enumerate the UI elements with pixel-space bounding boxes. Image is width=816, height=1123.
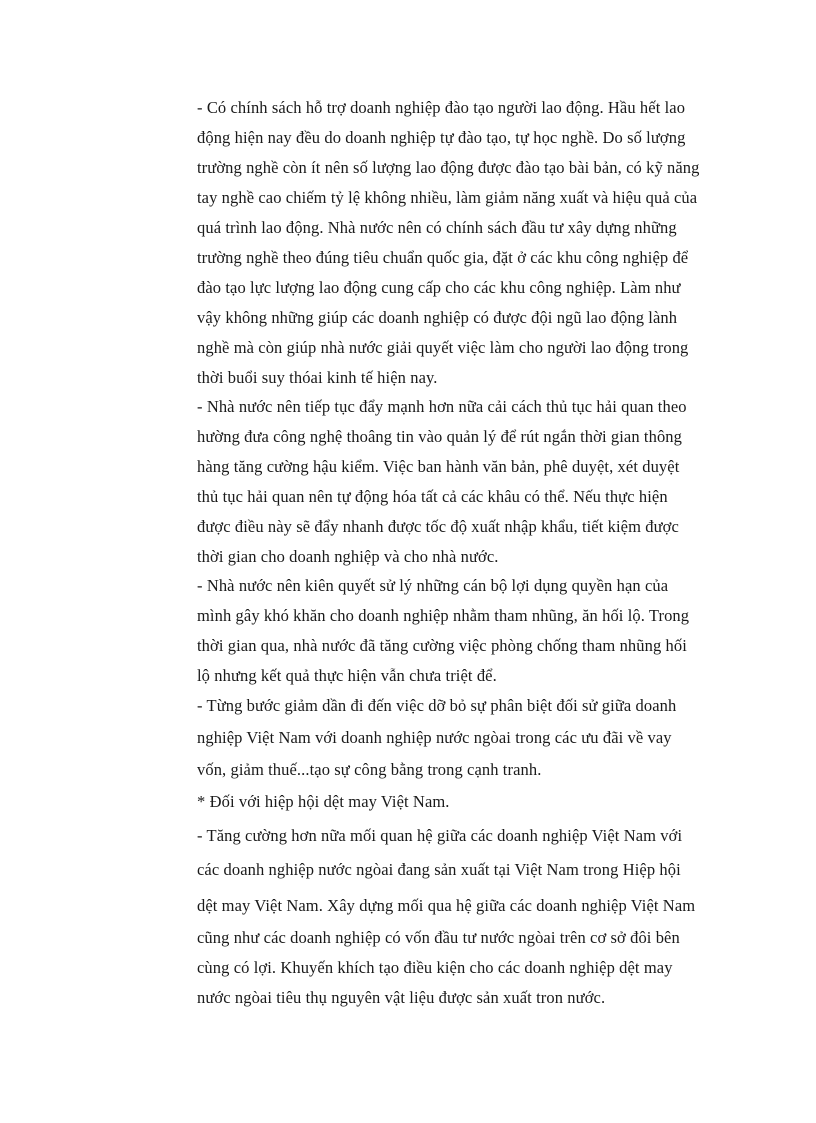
text-line: thời gian qua, nhà nước đã tăng cường việc phòng chống tham nhũng hối	[197, 636, 687, 655]
text-line: - Từng bước giảm dần đi đến việc dỡ bỏ sự phân biệt đối sử giữa doanh	[197, 696, 677, 715]
text-line: được điều này sẽ đẩy nhanh được tốc độ xuất nhập khẩu, tiết kiệm được	[197, 517, 679, 536]
text-line: vậy không những giúp các doanh nghiệp có được đội ngũ lao động lành	[197, 308, 678, 327]
text-line: dệt may Việt Nam. Xây dựng mối qua hệ giữa các doanh nghiệp Việt Nam	[197, 896, 696, 915]
section-heading: * Đối với hiệp hội dệt may Việt Nam.	[197, 792, 450, 811]
text-line: cũng như các doanh nghiệp có vốn đầu tư nước ngòai trên cơ sở đôi bên	[197, 928, 680, 947]
text-line: quá trình lao động. Nhà nước nên có chính sách đầu tư xây dựng những	[197, 218, 677, 237]
text-line: vốn, giảm thuế...tạo sự công bằng trong cạnh tranh.	[197, 760, 542, 779]
text-line: tay nghề cao chiếm tỷ lệ không nhiều, làm giảm năng xuất và hiệu quả của	[197, 188, 698, 207]
text-line: nghiệp Việt Nam với doanh nghiệp nước ngòai trong các ưu đãi về vay	[197, 728, 672, 747]
text-line: hường đưa công nghệ thoâng tin vào quản lý để rút ngắn thời gian thông	[197, 427, 682, 446]
text-line: đào tạo lực lượng lao động cung cấp cho các khu công nghiệp. Làm như	[197, 278, 681, 297]
text-line: động hiện nay đều do doanh nghiệp tự đào tạo, tự học nghề. Do số lượng	[197, 128, 686, 147]
text-line: nước ngòai tiêu thụ nguyên vật liệu được sản xuất tron nước.	[197, 988, 606, 1007]
text-line: - Có chính sách hỗ trợ doanh nghiệp đào tạo người lao động. Hầu hết lao	[197, 98, 686, 117]
text-line: mình gây khó khăn cho doanh nghiệp nhằm tham nhũng, ăn hối lộ. Trong	[197, 606, 690, 625]
text-line: trường nghề còn ít nên số lượng lao động được đào tạo bài bản, có kỹ năng	[197, 158, 700, 177]
text-line: nghề mà còn giúp nhà nước giải quyết việc làm cho người lao động trong	[197, 338, 689, 357]
text-line: hàng tăng cường hậu kiểm. Việc ban hành văn bản, phê duyệt, xét duyệt	[197, 457, 680, 476]
text-line: lộ nhưng kết quả thực hiện vẫn chưa triệt để.	[197, 666, 497, 685]
text-line: - Nhà nước nên kiên quyết sử lý những cán bộ lợi dụng quyền hạn của	[197, 576, 669, 595]
text-line: cùng có lợi. Khuyến khích tạo điều kiện cho các doanh nghiệp dệt may	[197, 958, 673, 977]
text-line: các doanh nghiệp nước ngòai đang sản xuất tại Việt Nam trong Hiệp hội	[197, 860, 681, 879]
text-line: thời buổi suy thóai kinh tế hiện nay.	[197, 368, 438, 387]
text-line: - Nhà nước nên tiếp tục đẩy mạnh hơn nữa cải cách thủ tục hải quan theo	[197, 397, 687, 416]
text-line: thủ tục hải quan nên tự động hóa tất cả các khâu có thể. Nếu thực hiện	[197, 487, 668, 506]
text-line: - Tăng cường hơn nữa mối quan hệ giữa các doanh nghiệp Việt Nam với	[197, 826, 683, 845]
text-line: thời gian cho doanh nghiệp và cho nhà nước.	[197, 547, 499, 566]
text-line: trường nghề theo đúng tiêu chuẩn quốc gia, đặt ở các khu công nghiệp để	[197, 248, 689, 267]
